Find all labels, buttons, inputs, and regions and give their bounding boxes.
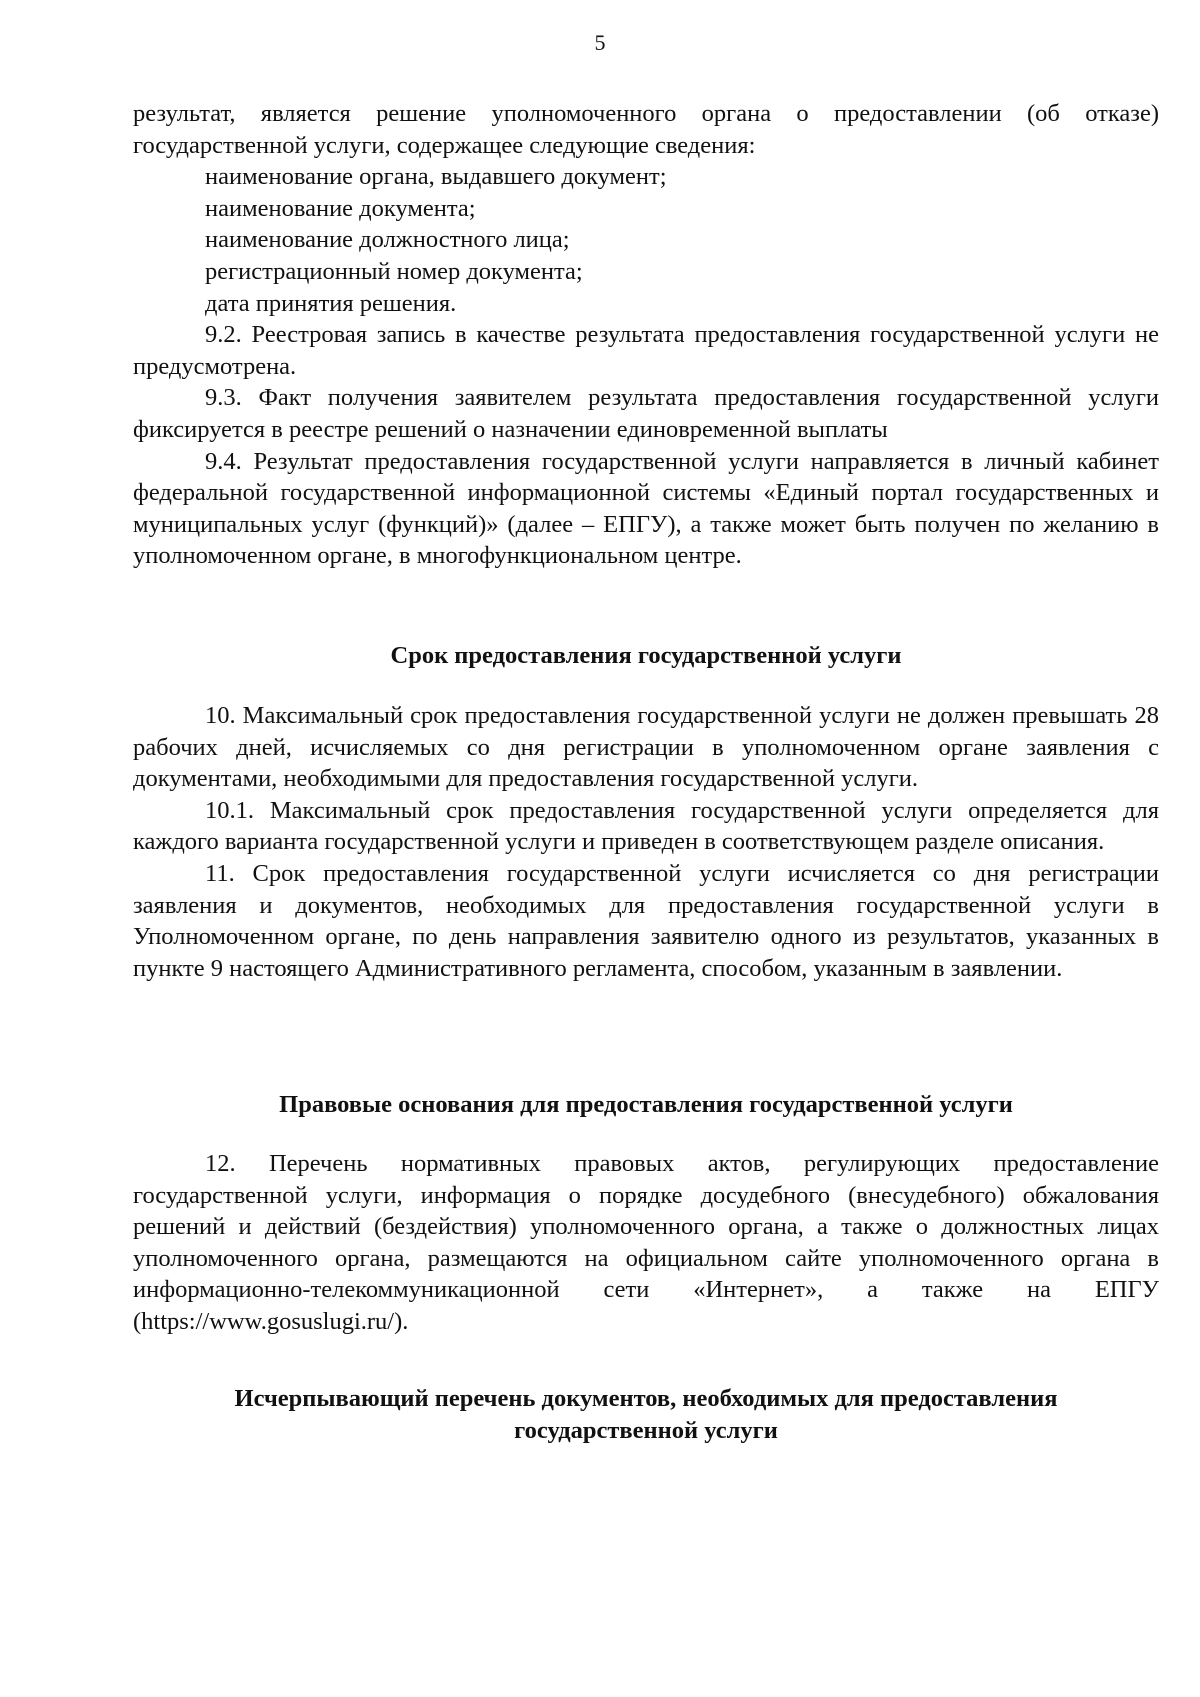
term-section	[133, 700, 1159, 984]
section-heading-term: Срок предоставления государственной услуги	[390, 642, 902, 669]
paragraph-10-1: 10.1. Максимальный срок предоставления государственной услуги определяется для каждого варианта государственной услуги и приведен в соответствующем разделе описания.	[133, 796, 1159, 856]
page-number: 5	[594, 30, 606, 55]
intro-section	[133, 98, 1159, 572]
legal-section	[133, 1148, 1159, 1338]
section-heading-docs	[133, 1383, 1159, 1446]
section-heading-legal-wrap	[133, 1089, 1159, 1121]
paragraph-9-4: 9.4. Результат предоставления государственной услуги направляется в личный кабинет федеральной государственной информационной системы «Единый портал государственных и муниципальных услуг (функций)» (далее – ЕПГУ), а также может быть получен по желанию в уполномоченном органе, в многофункциональном центре.	[133, 447, 1159, 570]
section-heading-docs-line2: государственной услуги	[514, 1416, 778, 1444]
list-item: дата принятия решения.	[205, 289, 457, 317]
list-item: наименование должностного лица;	[205, 226, 570, 254]
section-heading-legal: Правовые основания для предоставления государственной услуги	[279, 1091, 1013, 1118]
section-heading-docs-line1: Исчерпывающий перечень документов, необходимых для предоставления	[234, 1385, 1058, 1412]
section-heading-term-wrap	[133, 640, 1159, 672]
paragraph-12: 12. Перечень нормативных правовых актов, регулирующих предоставление государственной услуги, информация о порядке досудебного (внесудебного) обжалования решений и действий (бездействия) уполномоченного органа, а также о должностных лицах уполномоченного органа, размещаются на официальном сайте уполномоченного органа в информационно-телекоммуникационной сети «Интернет», а также на ЕПГУ (https://www.gosuslugi.ru/).	[133, 1150, 1159, 1335]
list-item: регистрационный номер документа;	[205, 257, 583, 285]
paragraph-10: 10. Максимальный срок предоставления государственной услуги не должен превышать 28 рабочих дней, исчисляемых со дня регистрации в уполномоченном органе заявления с документами, необходимыми для предоставления государственной услуги.	[133, 702, 1159, 793]
paragraph-9-3: 9.3. Факт получения заявителем результата предоставления государственной услуги фиксируется в реестре решений о назначении единовременной выплаты	[133, 384, 1159, 443]
paragraph-11: 11. Срок предоставления государственной услуги исчисляется со дня регистрации заявления и документов, необходимых для предоставления государственной услуги в Уполномоченном органе, по день направления заявителю одного из результатов, указанных в пункте 9 настоящего Административного регламента, способом, указанным в заявлении.	[133, 859, 1159, 982]
paragraph-9-2: 9.2. Реестровая запись в качестве результата предоставления государственной услуги не предусмотрена.	[133, 321, 1159, 380]
intro-paragraph: результат, является решение уполномоченного органа о предоставлении (об отказе) государственной услуги, содержащее следующие сведения:	[133, 100, 1159, 159]
list-item: наименование документа;	[205, 194, 476, 222]
list-item: наименование органа, выдавшего документ;	[205, 163, 667, 191]
